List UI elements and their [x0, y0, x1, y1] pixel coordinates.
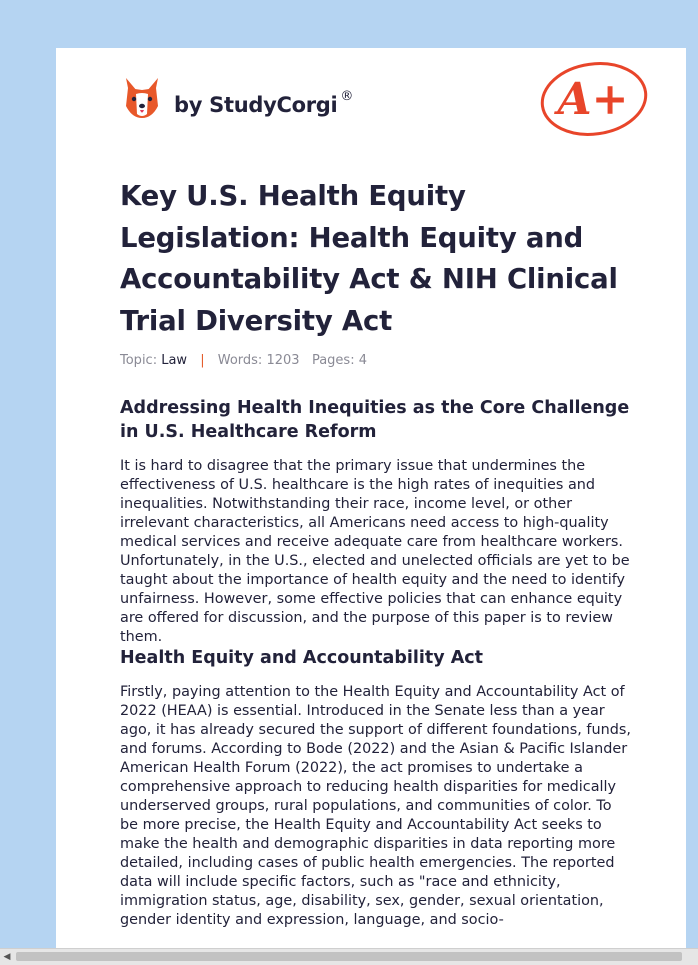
document-page [56, 48, 686, 964]
brand-label: by StudyCorgi [174, 93, 338, 117]
section-heading: Addressing Health Inequities as the Core Challenge in U.S. Healthcare Reform [120, 398, 630, 442]
words-label: Words: [217, 353, 263, 368]
page-title: Key U.S. Health Equity Legislation: Health Equity and Accountability Act & NIH Clinical Trial Diversity Act [120, 180, 618, 337]
scrollbar-thumb[interactable] [16, 952, 682, 961]
topic-link[interactable]: Law [161, 353, 188, 368]
words-count: 1203 [266, 353, 300, 368]
section-paragraph: Firstly, paying attention to the Health Equity and Accountability Act of 2022 (HEAA) is essential. Introduced in the Senate less than a year ago, it has already secured the support of different foundations, funds, and forums. According to Bode (2022) and the Asian & Pacific Islander American Health Forum (2022), the act promises to undertake a comprehensive approach to reducing health disparities for medically underserved groups, rural populations, and communities of color. To be more precise, the Health Equity and Accountability Act seeks to make the health and demographic disparities in data reporting more detailed, including cases of public health emergencies. The reported data will include specific factors, such as "race and ethnicity, immigration status, age, disability, sex, gender, sexual orientation, gender identity and expression, language, and socio- [120, 684, 631, 928]
corgi-logo-icon [122, 76, 162, 120]
grade-badge-icon [539, 58, 649, 138]
registered-mark: ® [340, 89, 354, 104]
horizontal-scrollbar[interactable] [0, 948, 698, 965]
studycorgi-brand[interactable] [122, 76, 353, 120]
brand-name [174, 89, 353, 117]
scroll-left-icon[interactable]: ◀ [3, 952, 11, 962]
section-heading: Health Equity and Accountability Act [120, 648, 484, 668]
topic-label: Topic: [120, 353, 158, 368]
section-paragraph: It is hard to disagree that the primary issue that undermines the effectiveness of U.S. healthcare is the high rates of inequities and inequalities. Notwithstanding their race, income level, or other irrelevant characteristics, all Americans need access to high-quality medical services and receive adequate care from healthcare workers. Unfortunately, in the U.S., elected and unelected officials are yet to be taught about the importance of health equity and the need to identify unfairness. However, some effective policies that can enhance equity are offered for discussion, and the purpose of this paper is to review them. [120, 458, 630, 645]
meta-separator: | [200, 353, 205, 368]
pages-count: 4 [358, 353, 367, 368]
grade-text: A+ [557, 74, 629, 125]
pages-label: Pages: [311, 353, 355, 368]
meta-bar [120, 353, 367, 368]
